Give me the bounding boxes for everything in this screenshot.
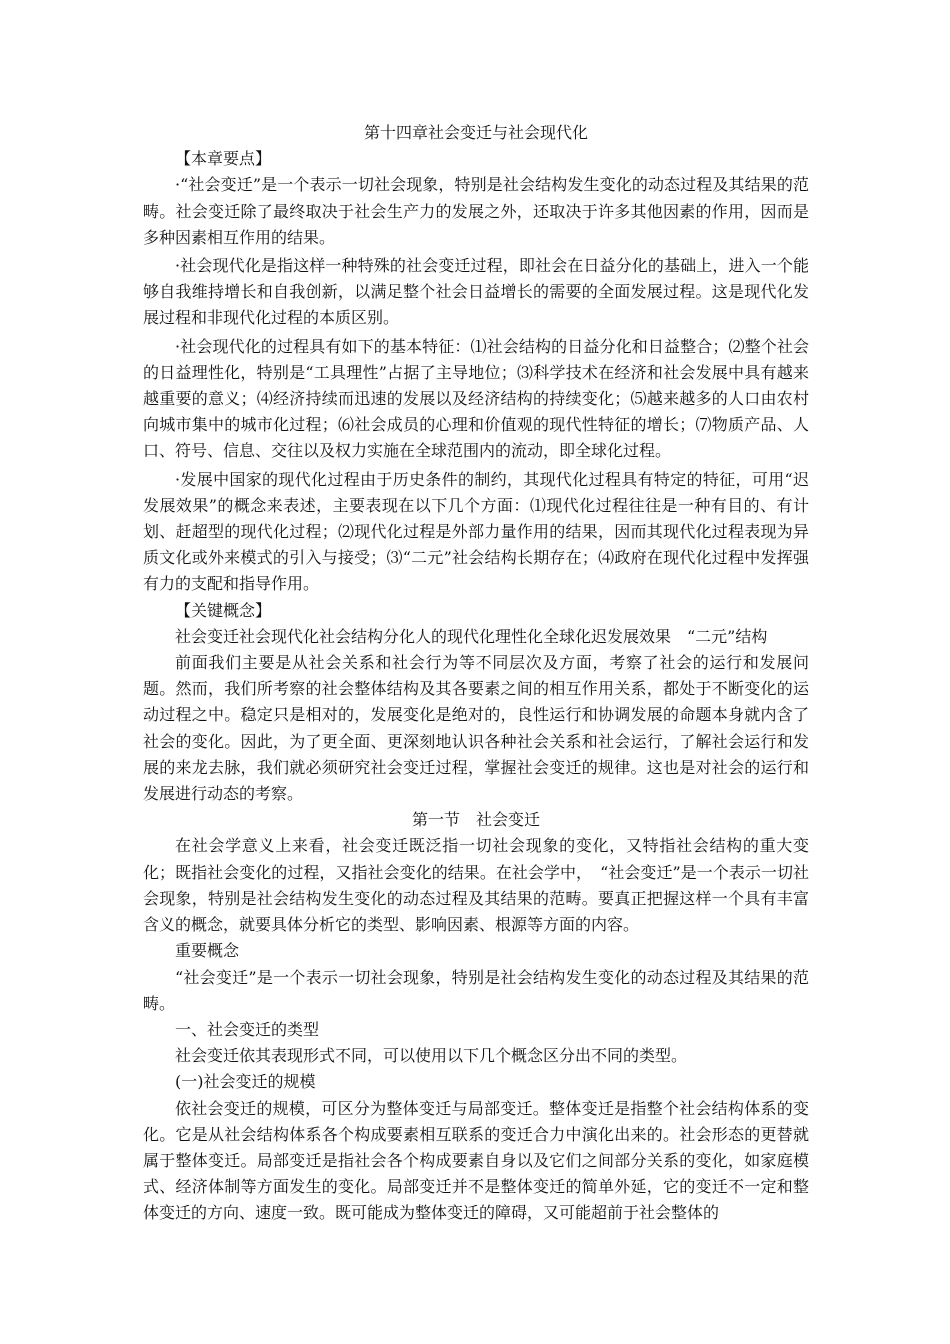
key-point-item: ·“社会变迁”是一个表示一切社会现象，特别是社会结构发生变化的动态过程及其结果的范畴。社会变迁除了最终取决于社会生产力的发展之外，还取决于许多其他因素的作用，因而是多种因素相互作用的结果。 bbox=[143, 175, 809, 247]
key-concepts-heading: 【关键概念】 bbox=[175, 600, 272, 620]
key-point-item: ·社会现代化是指这样一种特殊的社会变迁过程，即社会在日益分化的基础上，进入一个能够自我维持增长和自我创新，以满足整个社会日益增长的需要的全面发展过程。这是现代化发展过程和非现代化过程的本质区别。 bbox=[143, 256, 809, 328]
subsection-heading: 一、社会变迁的类型 bbox=[175, 1019, 320, 1039]
important-concept-text: “社会变迁”是一个表示一切社会现象，特别是社会结构发生变化的动态过程及其结果的范畴。 bbox=[143, 967, 809, 1013]
important-concept-label: 重要概念 bbox=[175, 941, 240, 961]
sub-subsection-text: 依社会变迁的规模，可区分为整体变迁与局部变迁。整体变迁是指整个社会结构体系的变化。它是从社会结构体系各个构成要素相互联系的变迁合力中演化出来的。社会形态的更替就属于整体变迁。局部变迁是指社会各个构成要素自身以及它们之间部分关系的变化，如家庭模式、经济体制等方面发生的变化。局部变迁并不是整体变迁的简单外延，它的变迁不一定和整体变迁的方向、速度一致。既可能成为整体变迁的障碍，又可能超前于社会整体的 bbox=[143, 1098, 809, 1223]
key-points-heading: 【本章要点】 bbox=[175, 149, 272, 169]
key-point-item: ·发展中国家的现代化过程由于历史条件的制约，其现代化过程具有特定的特征，可用“迟发展效果”的概念来表述，主要表现在以下几个方面：⑴现代化过程往往是一种有目的、有计划、赶超型的现代化过程；⑵现代化过程是外部力量作用的结果，因而其现代化过程表现为异质文化或外来模式的引入与接受；⑶“二元”社会结构长期存在；⑷政府在现代化过程中发挥强有力的支配和指导作用。 bbox=[143, 469, 809, 594]
section-title: 第一节 社会变迁 bbox=[411, 810, 540, 830]
chapter-title: 第十四章社会变迁与社会现代化 bbox=[363, 123, 588, 142]
subsection-text: 社会变迁依其表现形式不同，可以使用以下几个概念区分出不同的类型。 bbox=[175, 1046, 688, 1066]
sub-subsection-heading: (一)社会变迁的规模 bbox=[175, 1072, 316, 1092]
document-page bbox=[143, 120, 809, 1227]
section-paragraph: 在社会学意义上来看，社会变迁既泛指一切社会现象的变化，又特指社会结构的重大变化；既指社会变化的过程，又指社会变化的结果。在社会学中， “社会变迁”是一个表示一切社会现象，特别是社会结构发生变化的动态过程及其结果的范畴。要真正把握这样一个具有丰富含义的概念，就要具体分析它的类型、影响因素、根源等方面的内容。 bbox=[143, 836, 809, 935]
key-point-item: ·社会现代化的过程具有如下的基本特征：⑴社会结构的日益分化和日益整合；⑵整个社会的日益理性化，特别是“工具理性”占据了主导地位；⑶科学技术在经济和社会发展中具有越来越重要的意义；⑷经济持续而迅速的发展以及经济结构的持续变化；⑸越来越多的人口由农村向城市集中的城市化过程；⑹社会成员的心理和价值观的现代性特征的增长；⑺物质产品、人口、符号、信息、交往以及权力实施在全球范围内的流动，即全球化过程。 bbox=[143, 336, 809, 461]
intro-paragraph: 前面我们主要是从社会关系和社会行为等不同层次及方面，考察了社会的运行和发展问题。然而，我们所考察的社会整体结构及其各要素之间的相互作用关系，都处于不断变化的运动过程之中。稳定只是相对的，发展变化是绝对的，良性运行和协调发展的命题本身就内含了社会的变化。因此，为了更全面、更深刻地认识各种社会关系和社会运行，了解社会运行和发展的来龙去脉，我们就必须研究社会变迁过程，掌握社会变迁的规律。这也是对社会的运行和发展进行动态的考察。 bbox=[143, 653, 809, 804]
key-concepts-list: 社会变迁社会现代化社会结构分化人的现代化理性化全球化迟发展效果 “二元”结构 bbox=[175, 626, 768, 646]
